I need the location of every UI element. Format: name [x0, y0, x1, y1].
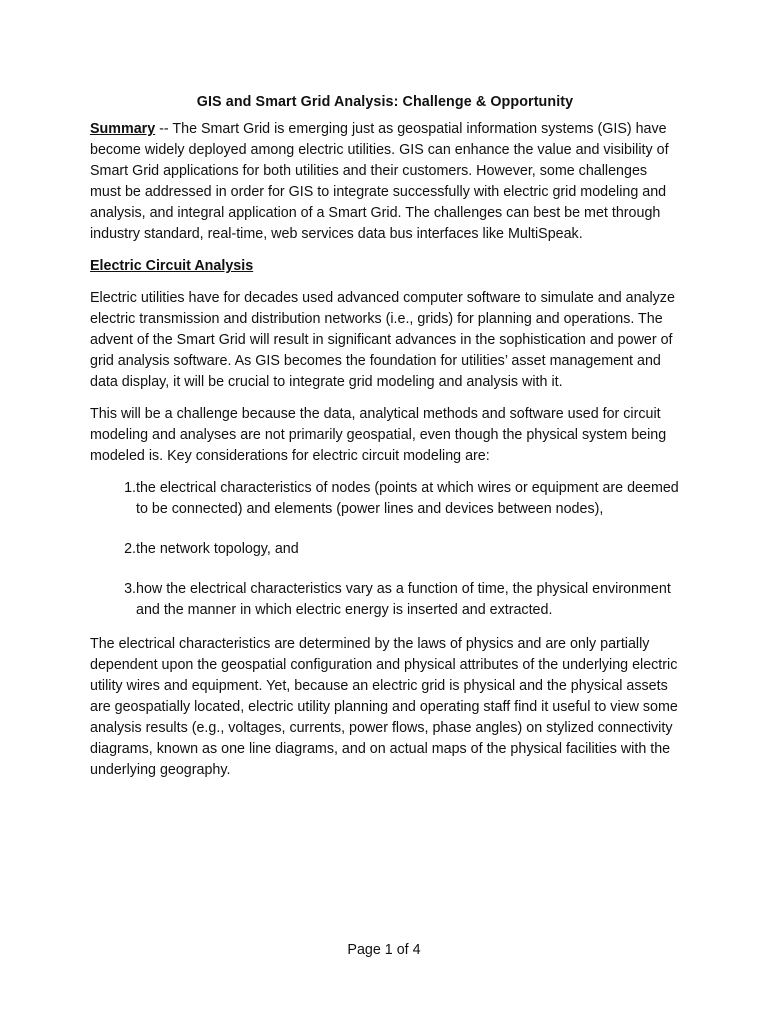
list-item-number: 1. [124, 480, 136, 496]
paragraph-challenge: This will be a challenge because the data, analytical methods and software used for circuit modeling and analyses are not primarily geospatial, even though the physical system being modeled is. Key considerations for electric circuit modeling are: [90, 406, 667, 464]
page-number-footer: Page 1 of 4 [347, 942, 421, 958]
list-item [90, 539, 680, 560]
list-item-text: the electrical characteristics of nodes (points at which wires or equipment are deemed to be connected) and elements (power lines and devices between nodes), [136, 480, 679, 517]
list-item [90, 579, 680, 621]
summary-text: -- The Smart Grid is emerging just as geospatial information systems (GIS) have become widely deployed among electric utilities. GIS can enhance the value and visibility of Smart Grid applications for both utilities and their customers. However, some challenges must be addressed in order for GIS to integrate successfully with electric grid modeling and analysis, and integral application of a Smart Grid. The challenges can best be met through industry standard, real-time, web services data bus interfaces like MultiSpeak. [90, 121, 669, 242]
list-item-text: how the electrical characteristics vary as a function of time, the physical environment and the manner in which electric energy is inserted and extracted. [136, 581, 671, 618]
summary-paragraph [90, 119, 680, 245]
list-item [90, 478, 680, 520]
considerations-list [90, 478, 680, 621]
document-title: GIS and Smart Grid Analysis: Challenge & Opportunity [196, 94, 574, 110]
document-page [90, 92, 680, 792]
section-heading-electric-circuit-analysis: Electric Circuit Analysis [90, 258, 254, 274]
list-item-number: 2. [124, 541, 136, 557]
summary-lead: Summary [90, 121, 156, 137]
list-item-text: the network topology, and [136, 541, 299, 557]
paragraph-decades-software: Electric utilities have for decades used advanced computer software to simulate and analyze electric transmission and distribution networks (i.e., grids) for planning and operations. The advent of the Smart Grid will result in significant advances in the sophistication and power of grid analysis software. As GIS becomes the foundation for utilities’ asset management and data display, it will be crucial to integrate grid modeling and analysis with it. [90, 290, 675, 390]
list-item-number: 3. [124, 581, 136, 597]
paragraph-electrical-characteristics: The electrical characteristics are determined by the laws of physics and are only partially dependent upon the geospatial configuration and physical attributes of the underlying electric utility wires and equipment. Yet, because an electric grid is physical and the physical assets are geospatially located, electric utility planning and operating staff find it useful to view some analysis results (e.g., voltages, currents, power flows, phase angles) on stylized connectivity diagrams, known as one line diagrams, and on actual maps of the physical facilities with the underlying geography. [90, 636, 678, 778]
